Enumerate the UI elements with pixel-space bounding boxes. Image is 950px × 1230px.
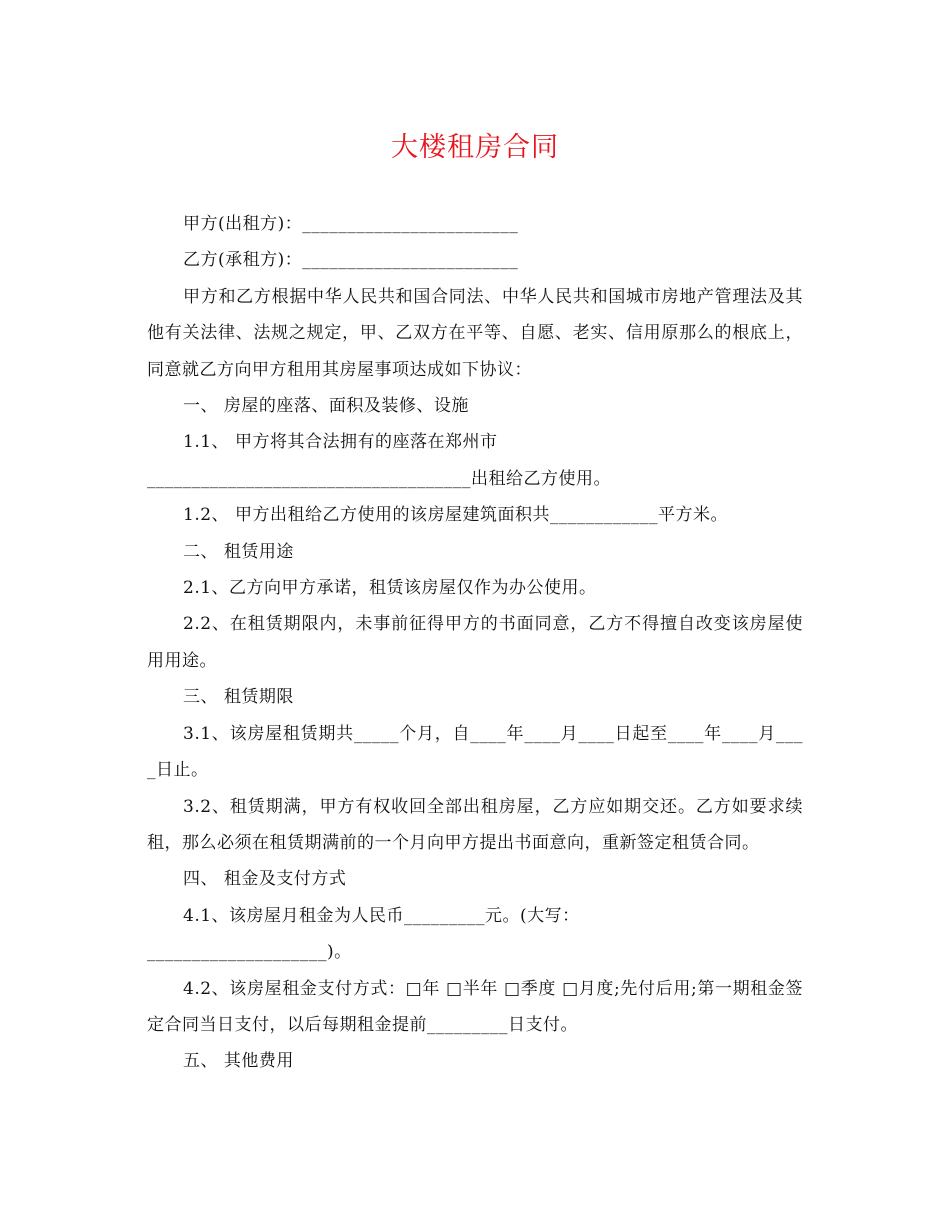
clause-2-1: 2.1、乙方向甲方承诺，租赁该房屋仅作为办公使用。 — [183, 578, 597, 599]
section-4-heading: 四、 租金及支付方式 — [183, 869, 347, 890]
document-body — [147, 206, 803, 1080]
party-b-line: 乙方(承租方)：________________________ — [183, 250, 519, 271]
clause-3-1: 3.1、该房屋租赁期共_____个月，自____年____月____日起至____年____月____日止。 — [147, 723, 803, 781]
document-title: 大楼租房合同 — [391, 132, 559, 163]
clause-1-1: 1.1、 甲方将其合法拥有的座落在郑州市 — [183, 432, 498, 453]
clause-4-2: 4.2、该房屋租金支付方式：□年 □半年 □季度 □月度;先付后用;第一期租金签定合同当日支付，以后每期租金提前_________日支付。 — [147, 978, 803, 1035]
section-1-heading: 一、 房屋的座落、面积及装修、设施 — [183, 396, 469, 417]
clause-3-2: 3.2、租赁期满，甲方有权收回全部出租房屋，乙方应如期交还。乙方如要求续租，那么必须在租赁期满前的一个月向甲方提出书面意向，重新签定租赁合同。 — [147, 796, 803, 853]
preamble-paragraph: 甲方和乙方根据中华人民共和国合同法、中华人民共和国城市房地产管理法及其他有关法律、法规之规定，甲、乙双方在平等、自愿、老实、信用原那么的根底上，同意就乙方向甲方租用其房屋事项达成如下协议： — [147, 286, 803, 380]
section-2-heading: 二、 租赁用途 — [183, 541, 294, 562]
clause-2-2: 2.2、在租赁期限内，未事前征得甲方的书面同意，乙方不得擅自改变该房屋使用用途。 — [147, 614, 803, 671]
party-a-line: 甲方(出租方)：________________________ — [183, 214, 519, 234]
clause-4-1-continuation: ____________________)。 — [147, 942, 352, 963]
clause-1-1-continuation: ____________________________________出租给乙方使用。 — [147, 468, 611, 489]
section-5-heading: 五、 其他费用 — [183, 1051, 294, 1072]
clause-4-1: 4.1、该房屋月租金为人民币_________元。(大写： — [183, 905, 580, 926]
clause-1-2: 1.2、 甲方出租给乙方使用的该房屋建筑面积共____________平方米。 — [183, 505, 728, 526]
section-3-heading: 三、 租赁期限 — [183, 687, 294, 708]
